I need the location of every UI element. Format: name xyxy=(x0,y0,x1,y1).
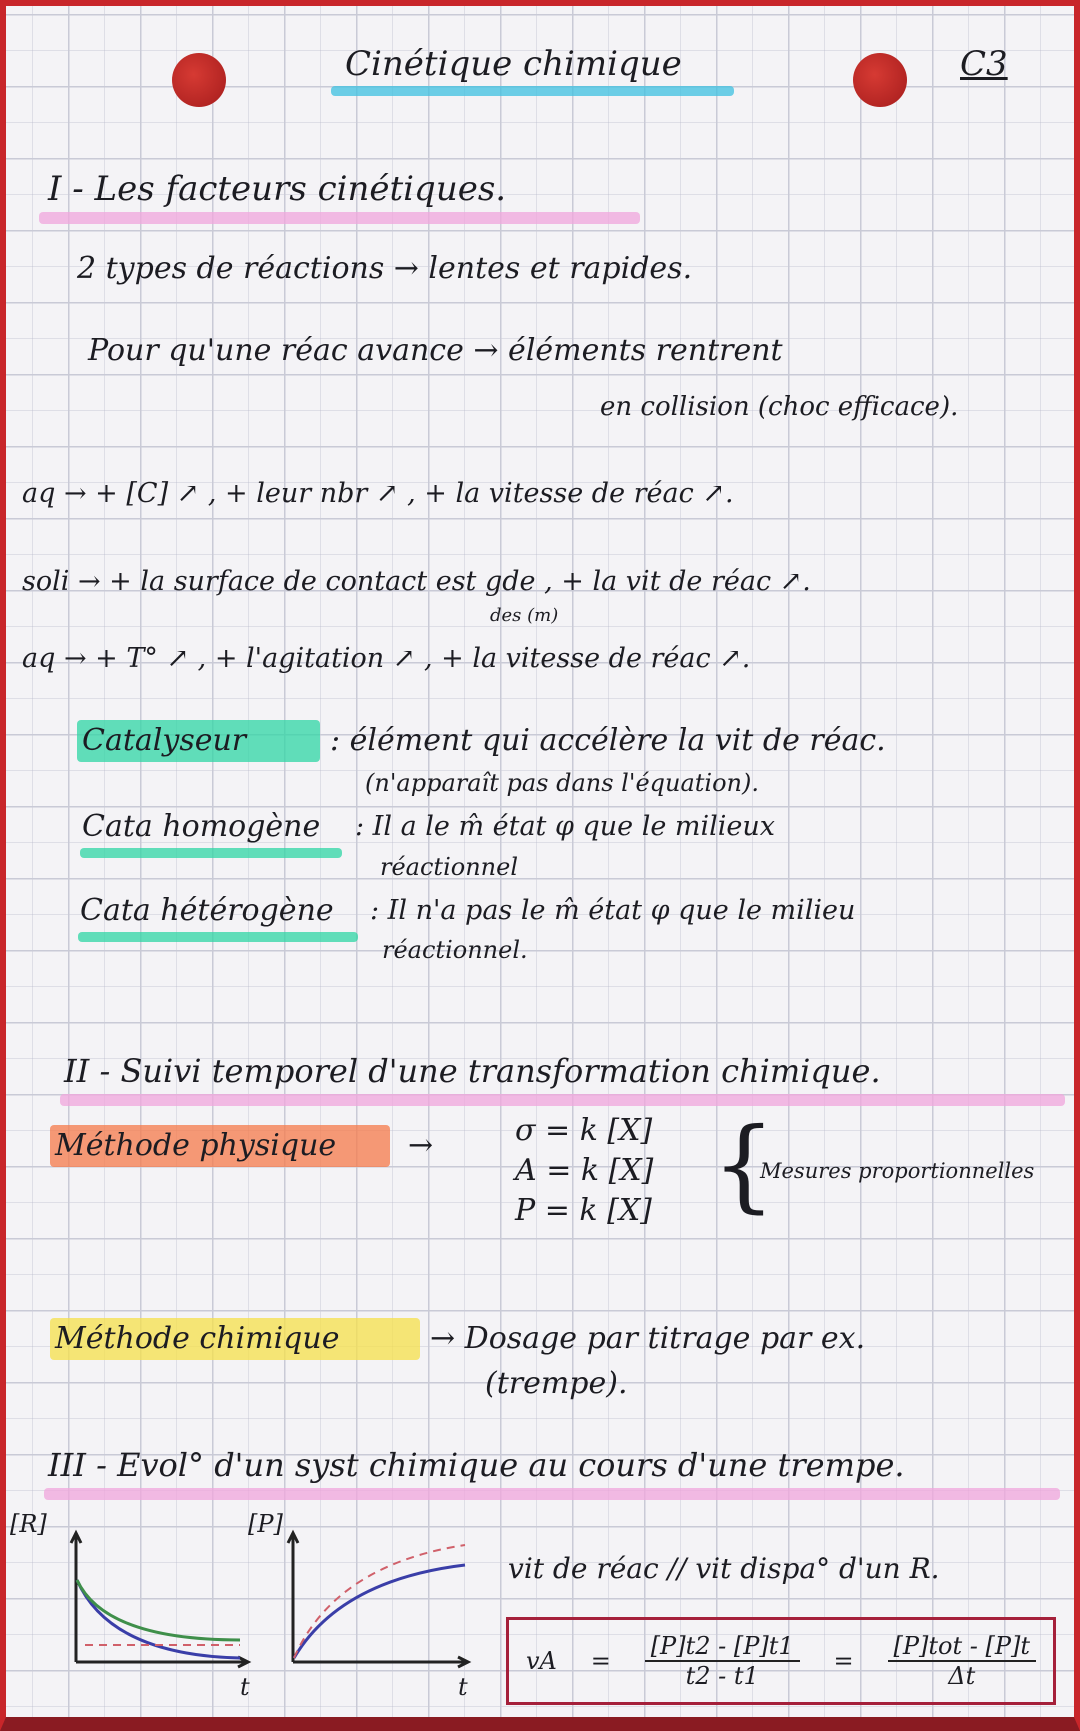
chimique-note: (trempe). xyxy=(485,1366,628,1401)
formula-equals: = xyxy=(833,1647,854,1675)
formula-fraction-1 xyxy=(645,1632,800,1690)
relation-text: vit de réac // vit dispa° d'un R. xyxy=(508,1552,940,1585)
graph-r-xlabel: t xyxy=(240,1673,250,1701)
denominator: Δt xyxy=(948,1662,976,1690)
homogene-definition-2: réactionnel xyxy=(380,853,518,881)
brace-icon: { xyxy=(712,1106,776,1223)
curve-product-dashed xyxy=(294,1545,465,1658)
arrow: → xyxy=(408,1128,434,1163)
catalyseur-definition: : élément qui accélère la vit de réac. xyxy=(330,723,886,758)
curve-product xyxy=(294,1565,465,1658)
graph-p-xlabel: t xyxy=(458,1673,468,1701)
numerator: [P]t2 - [P]t1 xyxy=(645,1632,800,1662)
graph-p-ylabel: [P] xyxy=(248,1510,283,1538)
rate-formula-box xyxy=(506,1617,1056,1705)
homogene-label: Cata homogène xyxy=(82,809,321,844)
methode-physique-label: Méthode physique xyxy=(55,1128,337,1163)
catalyseur-label: Catalyseur xyxy=(82,723,247,758)
agitation-note: des (m) xyxy=(490,605,559,626)
denominator: t2 - t1 xyxy=(685,1662,759,1690)
homogene-definition: : Il a le m̂ état φ que le milieux xyxy=(355,811,776,842)
catalyseur-note: (n'apparaît pas dans l'équation). xyxy=(365,769,760,797)
equation: A = k [X] xyxy=(515,1153,654,1188)
heterogene-label: Cata hétérogène xyxy=(80,893,334,928)
heterogene-definition-2: réactionnel. xyxy=(382,936,528,964)
numerator: [P]tot - [P]t xyxy=(888,1632,1037,1662)
mesures-note: Mesures proportionnelles xyxy=(760,1159,1035,1183)
text-line: en collision (choc efficace). xyxy=(600,392,959,422)
section-2-heading: II - Suivi temporel d'une transformation chimique. xyxy=(64,1052,881,1090)
methode-chimique-label: Méthode chimique xyxy=(55,1321,340,1356)
factor-concentration: aq → + [C] ↗ , + leur nbr ↗ , + la vitesse de réac ↗. xyxy=(22,478,734,509)
chapter-code: C3 xyxy=(960,44,1008,84)
section-3-heading: III - Evol° d'un syst chimique au cours d'une trempe. xyxy=(48,1446,905,1484)
chimique-definition: → Dosage par titrage par ex. xyxy=(430,1321,866,1356)
text-line: 2 types de réactions → lentes et rapides. xyxy=(77,251,693,286)
curve-quenched xyxy=(77,1580,240,1640)
graph-product xyxy=(288,1533,468,1667)
factor-temperature: aq → + T° ↗ , + l'agitation ↗ , + la vitesse de réac ↗. xyxy=(22,643,751,674)
equation: σ = k [X] xyxy=(515,1113,653,1148)
page-title: Cinétique chimique xyxy=(345,44,682,84)
equation: P = k [X] xyxy=(515,1193,652,1228)
heterogene-definition: : Il n'a pas le m̂ état φ que le milieu xyxy=(370,895,856,926)
graph-reactant xyxy=(71,1533,248,1667)
formula-fraction-2 xyxy=(888,1632,1037,1690)
factor-surface: soli → + la surface de contact est gde , + la vit de réac ↗. xyxy=(22,566,811,597)
section-1-heading: I - Les facteurs cinétiques. xyxy=(48,169,507,209)
graph-r-ylabel: [R] xyxy=(10,1510,47,1538)
curve-fast xyxy=(77,1580,240,1658)
formula-equals: = xyxy=(590,1647,611,1675)
formula-lhs: vA xyxy=(525,1647,557,1675)
text-line: Pour qu'une réac avance → éléments rentrent xyxy=(88,333,783,368)
